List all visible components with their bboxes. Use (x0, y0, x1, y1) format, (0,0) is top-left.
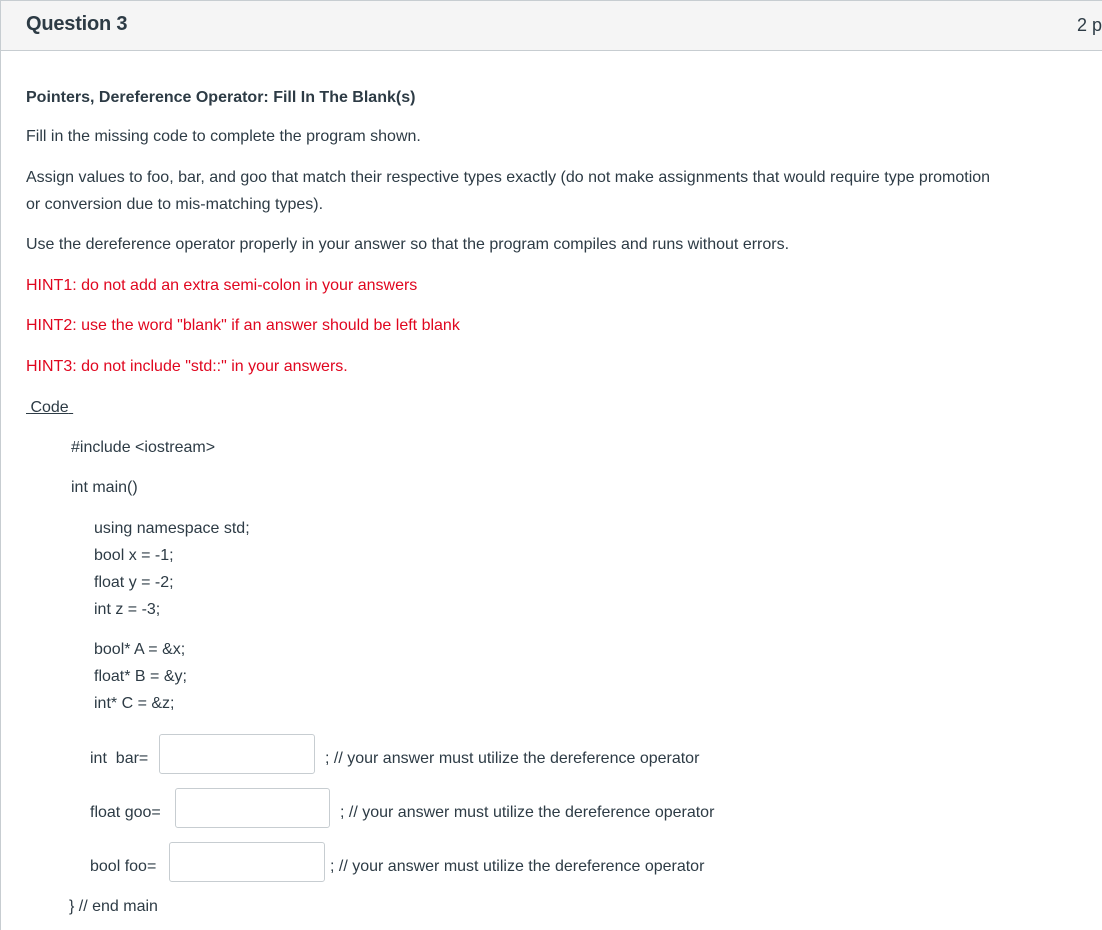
code-int-c: int* C = &z; (94, 695, 175, 712)
deref-note: Use the dereference operator properly in your answer so that the program compiles and runs without errors. (26, 236, 790, 253)
goo-answer-input[interactable] (175, 788, 330, 828)
code-float-y: float y = -2; (94, 574, 174, 591)
code-int-z: int z = -3; (94, 601, 161, 618)
code-float-b: float* B = &y; (94, 668, 187, 685)
hint-3: HINT3: do not include "std::" in your answers. (26, 358, 348, 375)
code-main: int main() (71, 479, 138, 496)
hint-1: HINT1: do not add an extra semi-colon in your answers (26, 277, 418, 294)
foo-label: bool foo= (90, 858, 157, 875)
foo-comment: ; // your answer must utilize the dereference operator (330, 858, 705, 875)
code-label-text: Code (30, 399, 69, 416)
goo-label: float goo= (90, 804, 161, 821)
bar-answer-input[interactable] (159, 734, 315, 774)
question-points: 2 p (1077, 15, 1102, 35)
assign-text-line2: or conversion due to mis-matching types). (26, 196, 324, 213)
question-heading: Pointers, Dereference Operator: Fill In The Blank(s) (26, 89, 416, 106)
foo-answer-input[interactable] (169, 842, 325, 882)
code-using: using namespace std; (94, 520, 250, 537)
code-bool-a: bool* A = &x; (94, 641, 186, 658)
hint-2: HINT2: use the word "blank" if an answer should be left blank (26, 317, 460, 334)
assign-text-line1: Assign values to foo, bar, and goo that match their respective types exactly (do not make assignments that would require type promotion (26, 169, 991, 186)
bar-label: int bar= (90, 750, 149, 767)
bar-comment: ; // your answer must utilize the dereference operator (325, 750, 700, 767)
instruction-text: Fill in the missing code to complete the program shown. (26, 128, 421, 145)
code-end-main: } // end main (69, 898, 158, 915)
question-header (1, 0, 1102, 51)
code-label (26, 394, 73, 421)
goo-comment: ; // your answer must utilize the dereference operator (340, 804, 715, 821)
question-title: Question 3 (26, 13, 128, 35)
code-include: #include <iostream> (71, 439, 216, 456)
code-bool-x: bool x = -1; (94, 547, 174, 564)
